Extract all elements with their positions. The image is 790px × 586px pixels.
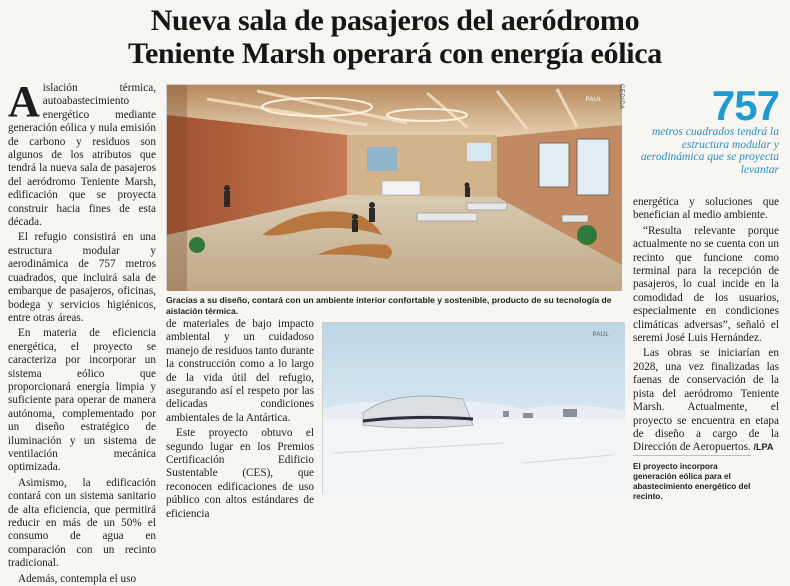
photo-credit-2: PAUL	[592, 332, 609, 338]
photo-caption-2: El proyecto incorpora generación eólica para el abastecimiento energético del recinto.	[633, 462, 751, 501]
interior-render-image	[167, 85, 622, 291]
article-column-1	[8, 77, 156, 585]
article-column-2	[166, 318, 314, 520]
exterior-render-image	[323, 323, 625, 495]
paragraph-7: Este proyecto obtuvo el segundo lugar en los Premios Certificación Edificio Sustentable (CES), que reconocen edificaciones de uso público con altos estándares de eficiencia	[166, 427, 314, 520]
stat-callout	[633, 82, 779, 176]
paragraph-4: Asimismo, la edificación contará con un sistema sanitario de alta eficiencia, que permitirá reducir en más de un 50% el consumo de agua en comparación con un recinto tradicional.	[8, 476, 156, 570]
interior-render-photo	[166, 84, 621, 290]
paragraph-10	[633, 347, 779, 454]
paragraph-2: El refugio consistirá en una estructura modular y aerodinámica de 757 metros cuadrados, que incluirá sala de embarque de pasajeros, oficinas, bodega y servicios higiénicos, entre otras áreas.	[8, 231, 156, 324]
paragraph-9: “Resulta relevante porque actualmente no se cuenta con un recinto que funcione como terminal para la recepción de pasajeros, lo cual incide en la comodidad de los usuarios, especialmente en condiciones climáticas adversas”, señaló el seremi José Luis Hernández.	[633, 224, 779, 345]
headline-line-2: Teniente Marsh operará con energía eólica	[128, 37, 662, 70]
paragraph-8: energética y soluciones que benefician al medio ambiente.	[633, 196, 779, 222]
paragraph-1	[8, 77, 156, 229]
headline	[0, 4, 790, 70]
stat-description: metros cuadrados tendrá la estructura modular y aerodinámica que se proyecta levantar	[640, 126, 779, 176]
paragraph-1-text: islación térmica, autoabastecimiento energético mediante generación eólica y nula emisión de carbono y residuos son algunos de los atributos que tendrá la nueva sala de pasajeros del aeródromo Teniente Marsh, edificación que se proyecta construir hacia fines de esta década.	[8, 82, 156, 229]
paragraph-6: de materiales de bajo impacto ambiental y un cuidadoso manejo de residuos tanto durante la construcción como a lo largo de la vida útil del refugio, asegurando así el respeto por las delicadas condiciones ambientales de la Antártica.	[166, 318, 314, 424]
paragraph-10-text: Las obras se iniciarían en 2028, una vez finalizadas las faenas de conservación de la pista del aeródromo Teniente Marsh. Actualmente, el proyecto se encuentra en etapa de diseño a cargo de la Dirección de Aeropuertos.	[633, 347, 779, 454]
photo-caption-1: Gracias a su diseño, contará con un ambiente interior confortable y sostenible, producto de su tecnología de aislación térmica.	[166, 295, 612, 316]
headline-line-1: Nueva sala de pasajeros del aeródromo	[150, 4, 640, 37]
caption-divider	[633, 455, 751, 456]
article-column-3	[633, 196, 779, 454]
photo-credit-1: PAUL	[585, 97, 602, 103]
side-photo-credit: CEDIDA	[618, 84, 624, 110]
signature: /LPA	[753, 442, 774, 453]
exterior-render-photo	[322, 322, 624, 494]
paragraph-5: Además, contempla el uso	[18, 572, 137, 585]
stat-number: 757	[711, 82, 779, 129]
paragraph-3: En materia de eficiencia energética, el proyecto se caracteriza por incorporar un sistema eólico que proporcionará energía limpia y suficiente para operar de manera autónoma, complementado por un diseño estratégico de iluminación y un sistema de ventilación mecánica optimizada.	[8, 327, 156, 474]
drop-cap: A	[8, 77, 40, 126]
